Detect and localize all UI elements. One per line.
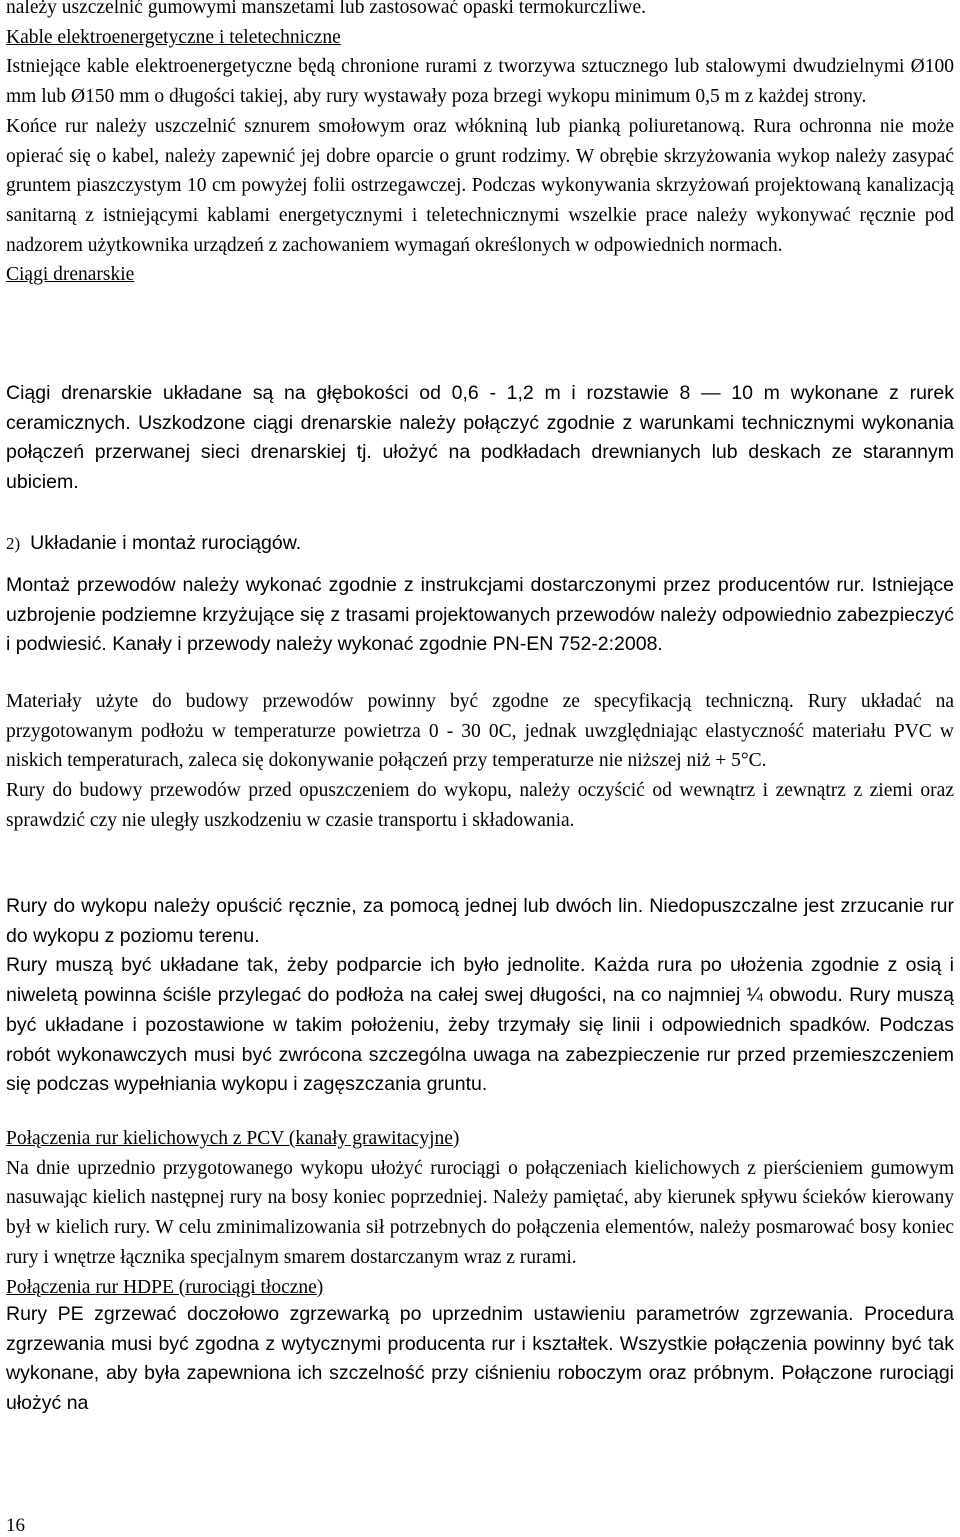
paragraph: Rury do wykopu należy opuścić ręcznie, za pomocą jednej lub dwóch lin. Niedopuszczalne jest zrzucanie rur do wykopu z poziomu terenu. xyxy=(6,895,954,947)
paragraph: Rury PE zgrzewać doczołowo zgrzewarką po uprzednim ustawieniu parametrów zgrzewania. Procedura zgrzewania musi być zgodna z wytycznymi producenta rur i kształtek. Wszystkie połączenia powinny być tak wykonane, aby była zapewniona ich szczelność przy ciśnieniu roboczym oraz próbnym. Połączone rurociągi ułożyć na xyxy=(6,1303,954,1415)
section-title: Układanie i montaż rurociągów. xyxy=(30,532,302,554)
section-heading xyxy=(6,530,954,556)
block-cables xyxy=(6,0,954,290)
heading-pvc-joints: Połączenia rur kielichowych z PCV (kanały grawitacyjne) xyxy=(6,1128,460,1149)
section-number: 2) xyxy=(6,534,21,553)
paragraph: Rury do budowy przewodów przed opuszczeniem do wykopu, należy oczyścić od wewnątrz i zewnątrz z ziemi oraz sprawdzić czy nie uległy uszkodzeniu w czasie transportu i składowania. xyxy=(6,780,954,831)
heading-cables: Kable elektroenergetyczne i teletechniczne xyxy=(6,26,341,48)
block-drainage xyxy=(6,379,954,498)
document-page xyxy=(6,0,954,1537)
paragraph: Materiały użyte do budowy przewodów powinny być zgodne ze specyfikacją techniczną. Rury układać na przygotowanym podłożu w temperaturze powietrza 0 - 30 0C, jednak uwzględniając elastyczność materiału PVC w niskich temperaturach, zaleca się dokonywanie połączeń przy temperaturze nie niższej niż + 5°C. xyxy=(6,691,954,772)
paragraph: Istniejące kable elektroenergetyczne będą chronione rurami z tworzywa sztucznego lub stalowymi dwudzielnymi Ø100 mm lub Ø150 mm o długości takiej, aby rury wystawały poza brzegi wykopu minimum 0,5 m z każdej strony. xyxy=(6,56,954,108)
heading-hdpe-joints: Połączenia rur HDPE (rurociągi tłoczne) xyxy=(6,1276,324,1298)
paragraph: Końce rur należy uszczelnić sznurem smołowym oraz włókniną lub pianką poliuretanową. Rura ochronna nie może opierać się o kabel, należy zapewnić jej dobre oparcie o grunt rodzimy. W obrębie skrzyżowania wykop należy zasypać gruntem piaszczystym 10 cm powyżej folii ostrzegawczej. Podczas wykonywania skrzyżowań projektowaną kanalizacją sanitarną z istniejącymi kablami energetycznymi i teletechnicznymi wszelkie prace należy wykonywać ręcznie pod nadzorem użytkownika urządzeń z zachowaniem wymagań określonych w odpowiednich normach. xyxy=(6,115,954,256)
paragraph: Montaż przewodów należy wykonać zgodnie z instrukcjami dostarczonymi przez producentów rur. Istniejące uzbrojenie podziemne krzyżujące się z trasami projektowanych przewodów należy odpowiednio zabezpieczyć i podwiesić. Kanały i przewody należy wykonać zgodnie PN-EN 752-2:2008. xyxy=(6,574,954,656)
block-pipe-laying xyxy=(6,892,954,1100)
block-hdpe xyxy=(6,1300,954,1419)
block-installation xyxy=(6,571,954,660)
paragraph: Ciągi drenarskie układane są na głębokości od 0,6 - 1,2 m i rozstawie 8 — 10 m wykonane z rurek ceramicznych. Uszkodzone ciągi drenarskie należy połączyć zgodnie z warunkami technicznymi wykonania połączeń przerwanej sieci drenarskiej tj. ułożyć na podkładach drewnianych lub deskach ze starannym ubiciem. xyxy=(6,382,954,494)
block-pvc-joints xyxy=(6,1124,954,1302)
paragraph: Rury muszą być układane tak, żeby podparcie ich było jednolite. Każda rura po ułożenia zgodnie z osią i niweletą powinna ściśle przylegać do podłoża na całej swej długości, na co najmniej ¼ obwodu. Rury muszą być układane i pozostawione w takim położeniu, żeby trzymały się linii i odpowiednich spadków. Podczas robót wykonawczych musi być zwrócona szczególna uwaga na zabezpieczenie rur przed przemieszczeniem się podczas wypełniania wykopu i zagęszczania gruntu. xyxy=(6,954,954,1096)
heading-drainage: Ciągi drenarskie xyxy=(6,264,135,286)
page-number: 16 xyxy=(6,1515,25,1536)
paragraph: należy uszczelnić gumowymi manszetami lub zastosować opaski termokurczliwe. xyxy=(6,0,647,18)
paragraph: Na dnie uprzednio przygotowanego wykopu ułożyć rurociągi o połączeniach kielichowych z pierścieniem gumowym nasuwając kielich następnej rury na bosy koniec poprzedniej. Należy pamiętać, aby kierunek spływu ścieków kierowany był w kielich rury. W celu zminimalizowania sił potrzebnych do połączenia elementów, należy posmarować bosy koniec rury i wnętrze łącznika specjalnym smarem dostarczanym wraz z rurami. xyxy=(6,1157,954,1268)
block-materials xyxy=(6,687,954,836)
